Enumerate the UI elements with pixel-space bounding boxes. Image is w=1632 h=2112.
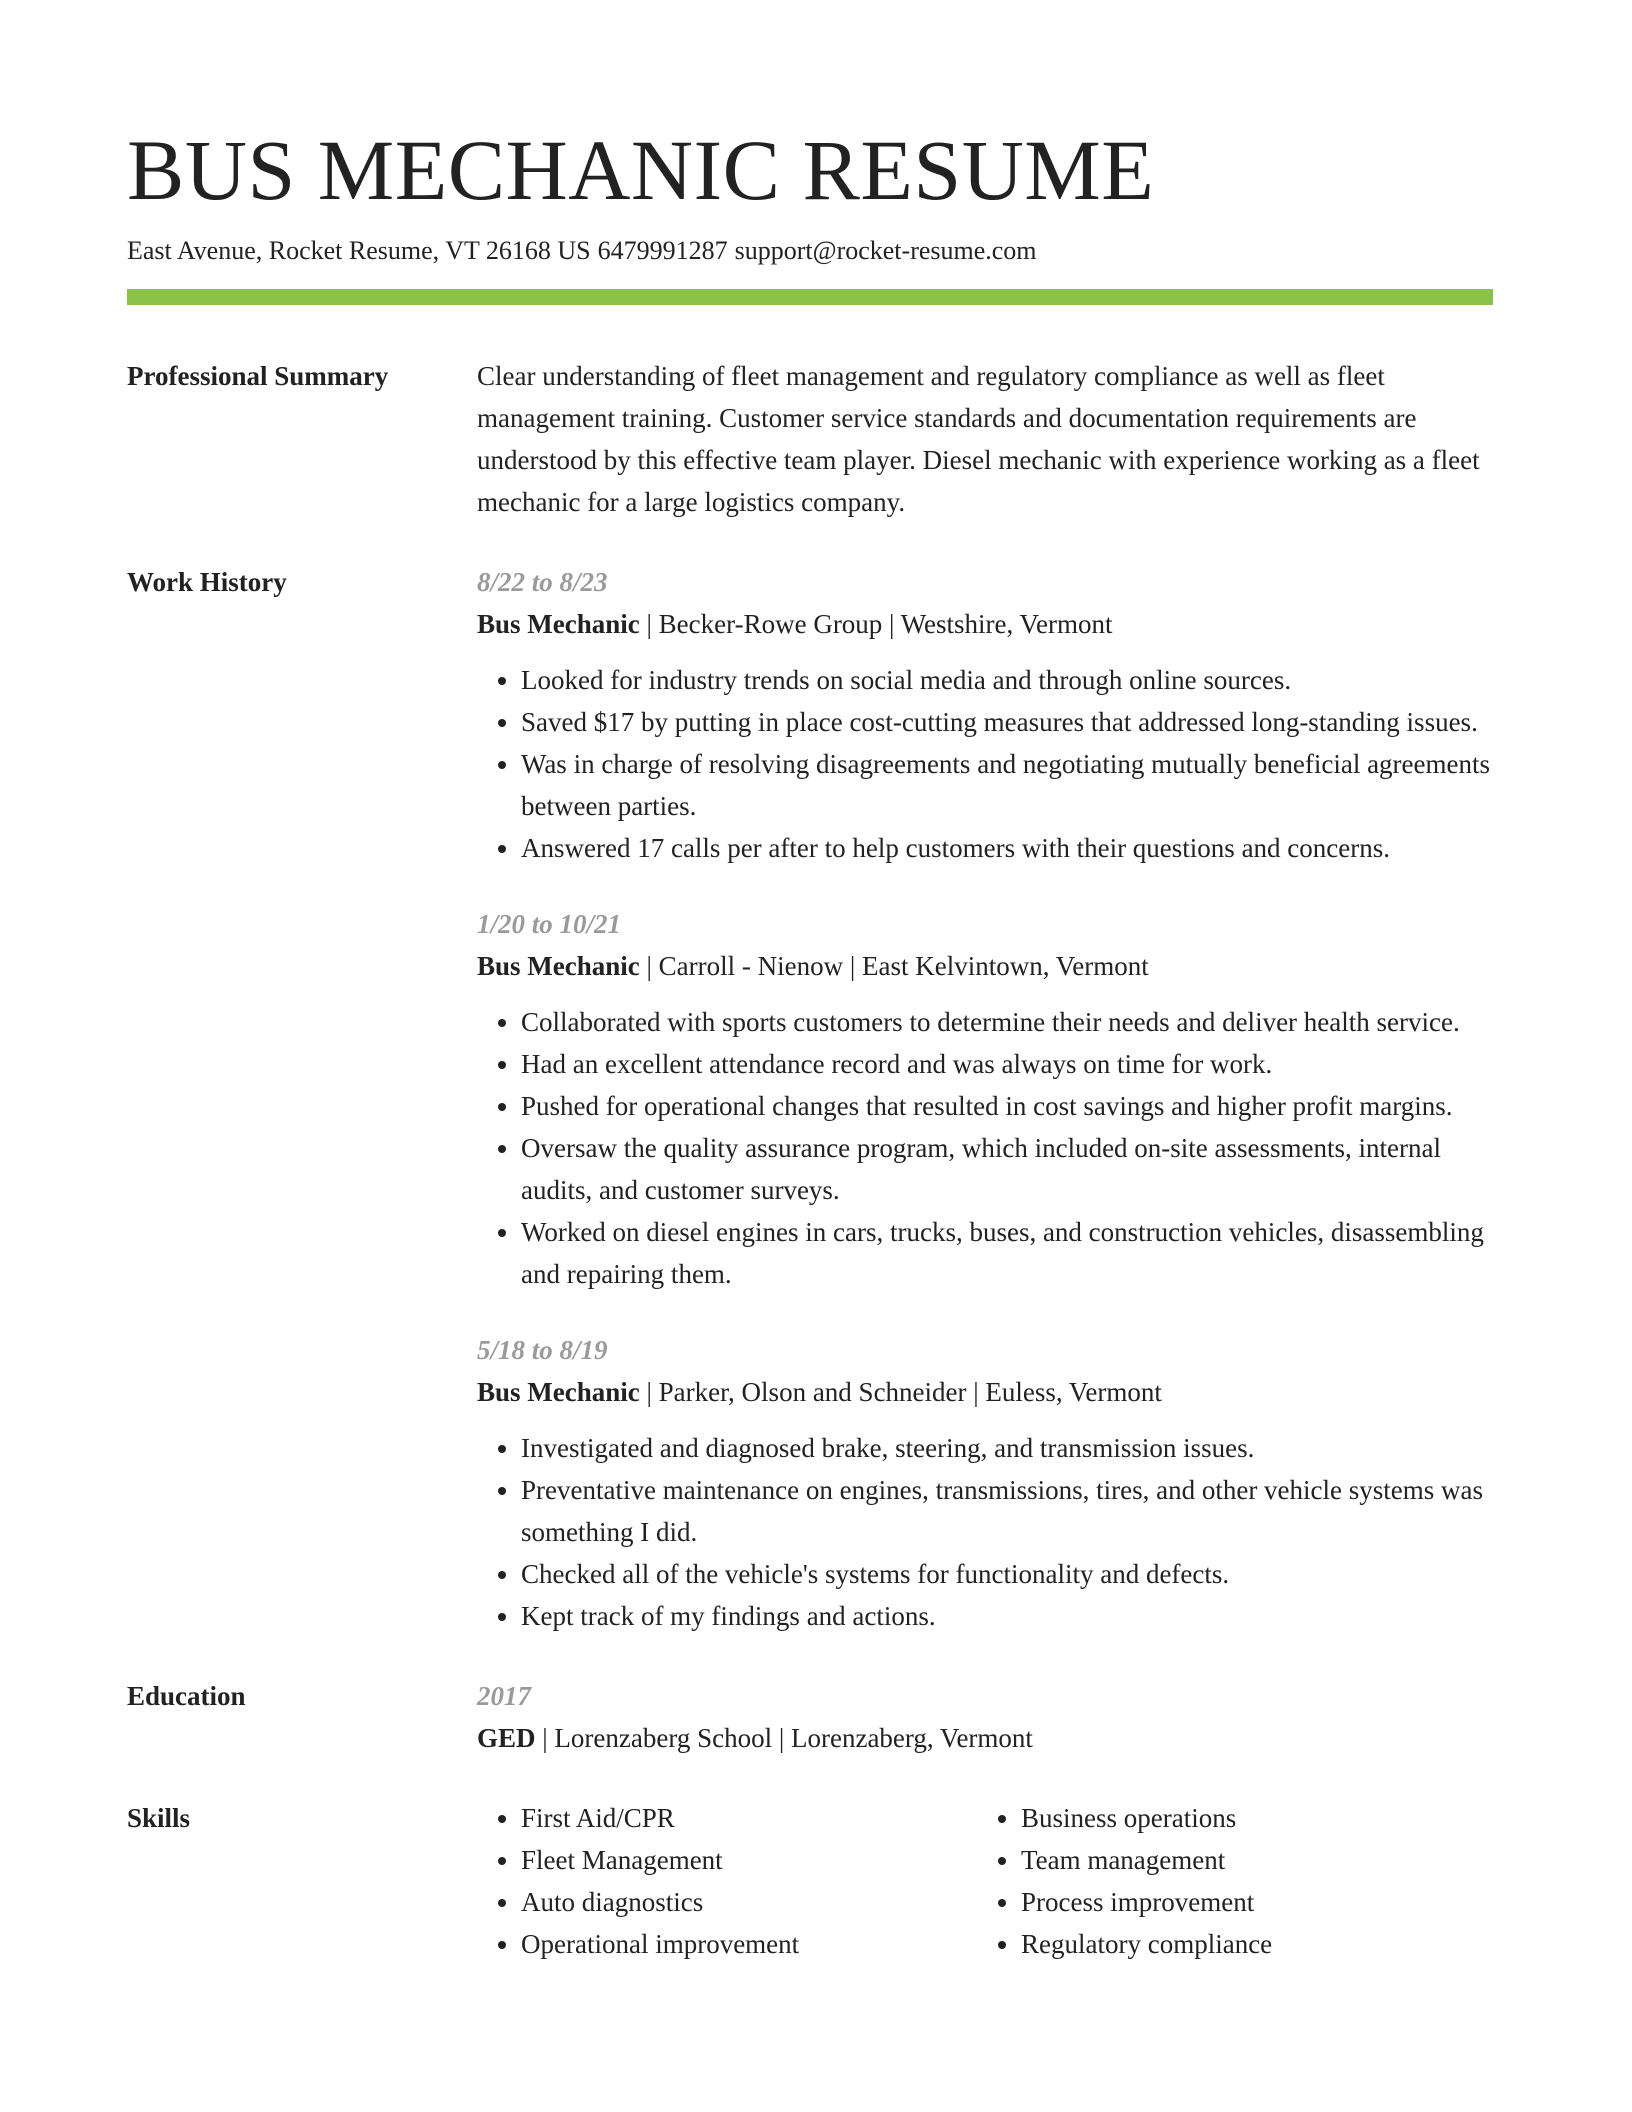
job-title: Bus Mechanic bbox=[477, 609, 640, 639]
skill-item: • Fleet Management bbox=[521, 1839, 977, 1881]
contact-line bbox=[127, 234, 1493, 268]
skills-list-left bbox=[477, 1797, 977, 1965]
education-year: 2017 bbox=[477, 1681, 531, 1711]
resume-title: BUS MECHANIC RESUME bbox=[127, 122, 1155, 218]
skills-body bbox=[477, 1797, 1493, 1965]
job-bullet: • Answered 17 calls per after to help customers with their questions and concerns. bbox=[521, 827, 1493, 869]
skills-list-right bbox=[977, 1797, 1477, 1965]
work-history-body bbox=[477, 561, 1493, 1637]
job-title: Bus Mechanic bbox=[477, 1377, 640, 1407]
work-history-section bbox=[127, 561, 1493, 1637]
job-employer: | Becker-Rowe Group | Westshire, Vermont bbox=[639, 609, 1113, 639]
job-bullet: • Had an excellent attendance record and was always on time for work. bbox=[521, 1043, 1493, 1085]
job-bullet: • Checked all of the vehicle's systems for functionality and defects. bbox=[521, 1553, 1493, 1595]
job-bullet: • Was in charge of resolving disagreements and negotiating mutually beneficial agreements between parties. bbox=[521, 743, 1493, 827]
job-bullets bbox=[477, 659, 1493, 869]
job-employer: | Parker, Olson and Schneider | Euless, Vermont bbox=[639, 1377, 1162, 1407]
education-heading: Education bbox=[127, 1681, 246, 1711]
summary-text: Clear understanding of fleet management and regulatory compliance as well as fleet management training. Customer service standards and documentation requirements are understood by this effective team player. Diesel mechanic with experience working as a fleet mechanic for a large logistics company. bbox=[477, 361, 1480, 517]
job-dates: 1/20 to 10/21 bbox=[477, 909, 622, 939]
skill-item: • Regulatory compliance bbox=[1021, 1923, 1477, 1965]
job-bullet: • Worked on diesel engines in cars, trucks, buses, and construction vehicles, disassembling and repairing them. bbox=[521, 1211, 1493, 1295]
job-role-line bbox=[477, 1371, 1493, 1413]
skill-item: • Team management bbox=[1021, 1839, 1477, 1881]
summary-section bbox=[127, 355, 1493, 523]
education-degree: GED bbox=[477, 1723, 536, 1753]
education-line bbox=[477, 1717, 1493, 1759]
job-bullet: • Saved $17 by putting in place cost-cutting measures that addressed long-standing issues. bbox=[521, 701, 1493, 743]
job-role-line bbox=[477, 603, 1493, 645]
education-body bbox=[477, 1675, 1493, 1759]
job-entry bbox=[477, 561, 1493, 869]
summary-body bbox=[477, 355, 1493, 523]
job-bullet: • Oversaw the quality assurance program, which included on-site assessments, internal audits, and customer surveys. bbox=[521, 1127, 1493, 1211]
job-bullet: • Investigated and diagnosed brake, steering, and transmission issues. bbox=[521, 1427, 1493, 1469]
contact-address: East Avenue, Rocket Resume, VT 26168 US bbox=[127, 236, 591, 265]
summary-heading: Professional Summary bbox=[127, 361, 389, 391]
contact-phone: 6479991287 bbox=[597, 236, 728, 265]
job-bullets bbox=[477, 1427, 1493, 1637]
job-entry bbox=[477, 1329, 1493, 1637]
job-bullet: • Pushed for operational changes that resulted in cost savings and higher profit margins. bbox=[521, 1085, 1493, 1127]
education-section bbox=[127, 1675, 1493, 1759]
job-title: Bus Mechanic bbox=[477, 951, 640, 981]
resume-page bbox=[127, 118, 1493, 1965]
job-employer: | Carroll - Nienow | East Kelvintown, Vermont bbox=[639, 951, 1149, 981]
job-role-line bbox=[477, 945, 1493, 987]
job-bullet: • Looked for industry trends on social media and through online sources. bbox=[521, 659, 1493, 701]
job-entry bbox=[477, 903, 1493, 1295]
skill-item: • Operational improvement bbox=[521, 1923, 977, 1965]
skills-heading: Skills bbox=[127, 1803, 191, 1833]
skill-item: • Business operations bbox=[1021, 1797, 1477, 1839]
job-bullet: • Kept track of my findings and actions. bbox=[521, 1595, 1493, 1637]
skills-section bbox=[127, 1797, 1493, 1965]
skill-item: • Process improvement bbox=[1021, 1881, 1477, 1923]
skill-item: • Auto diagnostics bbox=[521, 1881, 977, 1923]
job-bullet: • Collaborated with sports customers to determine their needs and deliver health service. bbox=[521, 1001, 1493, 1043]
work-history-heading: Work History bbox=[127, 567, 287, 597]
contact-email: support@rocket-resume.com bbox=[734, 236, 1037, 265]
job-dates: 8/22 to 8/23 bbox=[477, 567, 608, 597]
job-dates: 5/18 to 8/19 bbox=[477, 1335, 608, 1365]
job-bullet: • Preventative maintenance on engines, transmissions, tires, and other vehicle systems was something I did. bbox=[521, 1469, 1493, 1553]
header-divider bbox=[127, 289, 1493, 305]
education-school: | Lorenzaberg School | Lorenzaberg, Vermont bbox=[535, 1723, 1033, 1753]
job-bullets bbox=[477, 1001, 1493, 1295]
skill-item: • First Aid/CPR bbox=[521, 1797, 977, 1839]
